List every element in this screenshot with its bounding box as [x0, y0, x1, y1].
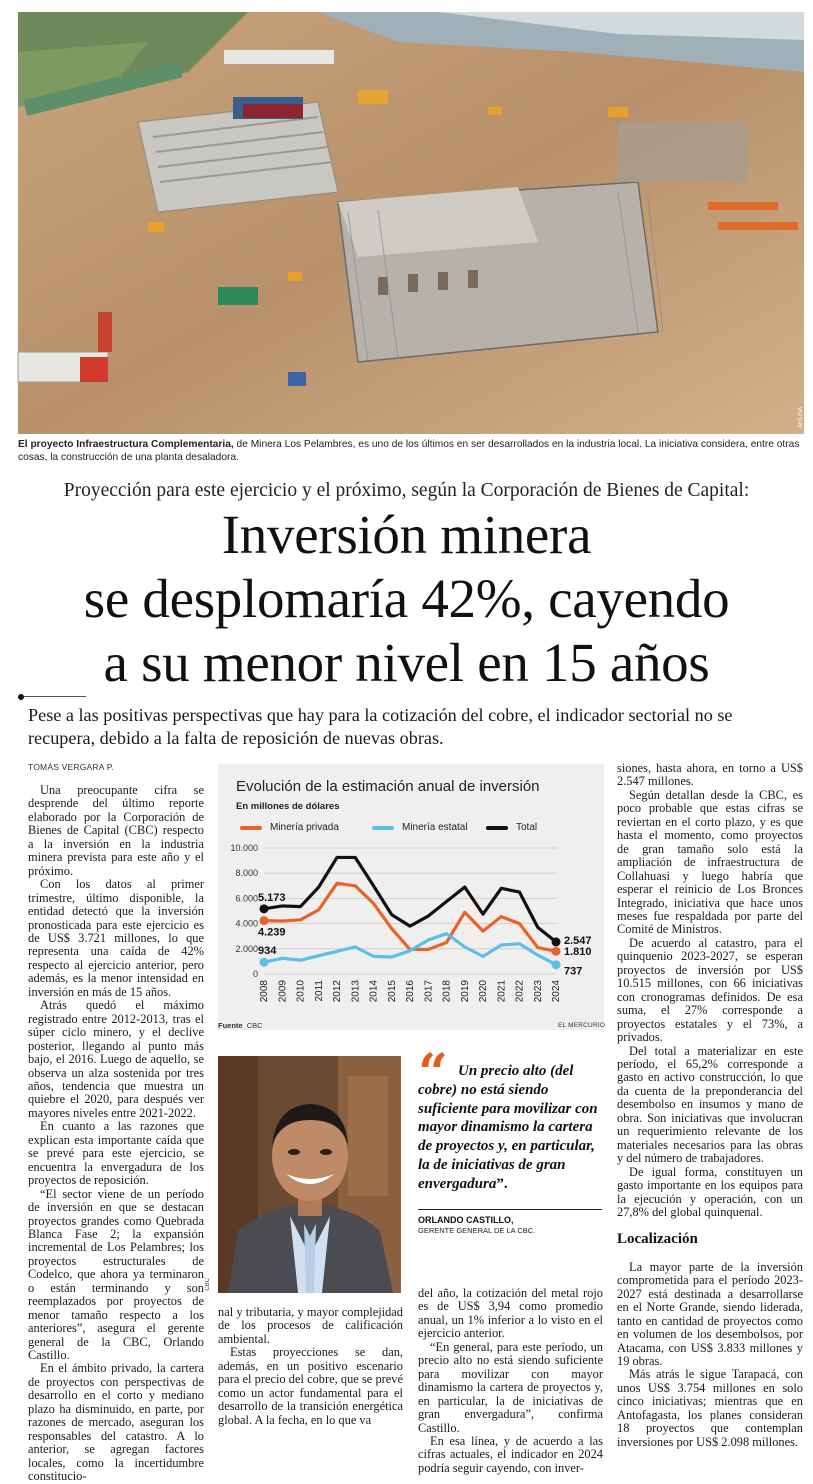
quote-italic-part-2: de proyectos y, en particular, la de iniciativas de gran envergadura	[418, 1138, 595, 1192]
paragraph: nal y tributaria, y mayor complejidad de los procesos de calificación ambiental.	[218, 1305, 403, 1346]
paragraph: Con los datos al primer trimestre, último disponible, la entidad detectó que la inversión pronosticada para este ejercicio es de US$ 3.721 millones, lo que representa una caída de 42% respecto al ejercicio anterior, pero además, es la menor intensidad en inversión en más de 15 años.	[28, 877, 204, 999]
y-tick-label: 4.000	[235, 918, 258, 929]
quote-author-name: ORLANDO CASTILLO,	[418, 1215, 514, 1225]
caption-text: de Minera Los Pelambres, es uno de los últimos en ser desarrollados en la industria local. La iniciativa considera, entre otras cosas, la construcción de una planta desaladora.	[18, 439, 800, 463]
headline-line-2: se desplomaría 42%, cayendo	[83, 568, 730, 629]
photo-credit: ARIJSA	[798, 406, 804, 428]
pull-quote	[418, 1062, 602, 1194]
paragraph: En cuanto a las razones que explican esta importante caída que se prevé para este ejercicio, se encuentra la envergadura de los proyectos de reposición.	[28, 1119, 204, 1188]
quote-author-role: GERENTE GENERAL DE LA CBC.	[418, 1226, 536, 1235]
data-label: 737	[564, 965, 583, 978]
data-label: 2.547	[564, 934, 592, 947]
y-tick-label: 6.000	[235, 893, 258, 904]
y-tick-label: 10.000	[230, 843, 258, 853]
x-tick-label: 2016	[405, 980, 416, 1003]
quote-italic-part: Un precio alto (del cobre) no está siendo suficiente para movilizar con mayor dinamismo la cartera	[418, 1063, 598, 1136]
portrait-photo	[218, 1056, 401, 1293]
quote-mark-icon: “	[418, 1043, 448, 1104]
x-tick-label: 2012	[332, 980, 343, 1003]
paragraph: siones, hasta ahora, en torno a US$ 2.547 millones.	[617, 761, 803, 789]
data-label: 5.173	[258, 891, 286, 904]
legend-label: Minería estatal	[402, 822, 468, 833]
paragraph: “El sector viene de un período de inversión en que se destacan proyectos grandes como Quebrada Blanca Fase 2; la expansión incremental de Los Pelambres; los proyectos estructurales de Codelco, que ahora ya terminaron o están terminando y son reemplazados por proyectos de menor tamaño respecto a los anteriores”, asegura el gerente general de la CBC, Orlando Castillo.	[28, 1186, 204, 1363]
headline	[0, 503, 813, 695]
x-tick-label: 2014	[368, 980, 380, 1003]
line-chart-plot	[218, 764, 604, 1030]
body-column-1	[28, 784, 204, 1484]
chart-source-label: Fuente	[218, 1021, 243, 1030]
x-tick-label: 2020	[478, 980, 489, 1003]
paragraph: del año, la cotización del metal rojo es de US$ 3,94 como promedio anual, un 1% inferior a lo visto en el ejercicio anterior.	[418, 1286, 603, 1341]
headline-line-3: a su menor nivel en 15 años	[103, 632, 710, 693]
person-portrait-image	[218, 1056, 401, 1293]
series-point	[260, 904, 269, 913]
construction-site-image	[18, 12, 804, 434]
paragraph: En esa línea, y de acuerdo a las cifras actuales, el indicador en 2024 podría seguir cayendo, con inver-	[418, 1433, 603, 1475]
deck-bullet	[18, 694, 24, 700]
data-label: 934	[258, 945, 277, 958]
quote-close: ”.	[496, 1175, 508, 1192]
chart-source	[218, 1021, 263, 1030]
portrait-credit: CBC	[205, 1278, 211, 1291]
body-column-3	[418, 1287, 603, 1475]
x-tick-label: 2017	[423, 980, 435, 1003]
y-tick-label: 2.000	[235, 943, 258, 954]
series-point	[260, 958, 269, 967]
investment-chart	[218, 764, 604, 1030]
series-point	[552, 937, 561, 946]
series-line-2	[264, 857, 556, 941]
chart-source-value: CBC	[246, 1021, 263, 1030]
lead-photo	[18, 12, 804, 434]
x-tick-label: 2019	[459, 980, 471, 1003]
series-point	[552, 960, 561, 969]
chart-title: Evolución de la estimación anual de inversión	[236, 778, 540, 795]
x-tick-label: 2021	[496, 980, 508, 1003]
series-line-0	[264, 883, 556, 951]
paragraph: “En general, para este período, un precio alto no está siendo suficiente para movilizar con mayor dinamismo la cartera de proyectos y, en particular, la de iniciativas de gran envergadura”, confirma Castillo.	[418, 1339, 603, 1435]
quote-rule	[418, 1209, 602, 1210]
x-tick-label: 2009	[277, 980, 289, 1003]
x-tick-label: 2015	[386, 980, 398, 1003]
chart-subtitle: En millones de dólares	[236, 801, 340, 812]
paragraph: En el ámbito privado, la cartera de proyectos con perspectivas de desarrollo en el corto y mediano plazo ha disminuido, en parte, por razones de mercado, aseguran los responsables del catastro. A lo anterior, se agregan factores locales, como la incertidumbre constitucio-	[28, 1361, 204, 1484]
series-point	[260, 916, 269, 925]
paragraph: Estas proyecciones se dan, además, en un positivo escenario para el precio del cobre, que se prevé como un actor fundamental para el desarrollo de la transición energética global. A la fecha, en lo que va	[218, 1345, 403, 1427]
paragraph: Del total a materializar en este período, el 65,2% corresponde a gasto en activo construcción, lo que da cuenta de la preponderancia del desembolso en insumos y mano de obra. Son iniciativas que involucran un requerimiento relevante de los materiales necesarios para las obras y del número de trabajadores.	[617, 1043, 803, 1166]
caption-lead: El proyecto Infraestructura Complementaria,	[18, 439, 234, 450]
legend-label: Minería privada	[270, 822, 339, 833]
x-tick-label: 2023	[532, 980, 544, 1003]
paragraph: De acuerdo al catastro, para el quinquenio 2023-2027, se esperan proyectos de inversión por US$ 10.515 millones, con 66 iniciativas con cronogramas definidos. De esa suma, el 27% corresponde a proyectos estatales y el 73%, a privados.	[617, 935, 803, 1045]
y-tick-label: 0	[252, 969, 258, 979]
kicker: Proyección para este ejercicio y el próximo, según la Corporación de Bienes de Capital:	[63, 480, 750, 501]
deck: Pese a las positivas perspectivas que hay para la cotización del cobre, el indicador sectorial no se recupera, debido a la falta de reposición de nuevas obras.	[28, 705, 733, 748]
paragraph: De igual forma, constituyen un gasto importante en los equipos para la ejecución y operación, con un 27,8% del global quinquenal.	[617, 1164, 803, 1219]
series-point	[552, 947, 561, 956]
photo-caption	[18, 438, 804, 464]
x-tick-label: 2013	[350, 980, 362, 1003]
y-tick-label: 8.000	[235, 868, 258, 879]
paragraph: Más atrás le sigue Tarapacá, con unos US$ 3.754 millones en solo cinco iniciativas; mientras que en Antofagasta, los planes consideran 18 proyectos que contemplan inversiones por US$ 2.098 millones.	[617, 1367, 803, 1449]
x-tick-label: 2024	[551, 980, 562, 1003]
body-column-2	[218, 1306, 403, 1427]
section-heading: Localización	[617, 1231, 698, 1248]
chart-publication: EL MERCURIO	[558, 1022, 606, 1029]
paragraph: Una preocupante cifra se desprende del último reporte elaborado por la Corporación de Bienes de Capital (CBC) respecto a la inversión en la industria minera prevista para este año y el próximo.	[28, 783, 204, 878]
data-label: 4.239	[258, 926, 286, 939]
x-tick-label: 2018	[441, 980, 453, 1003]
data-label: 1.810	[564, 946, 592, 959]
byline: TOMÁS VERGARA P.	[28, 762, 115, 772]
x-tick-label: 2008	[259, 980, 270, 1003]
paragraph: La mayor parte de la inversión comprometida para el período 2023-2027 está destinada a desarrollarse en el Norte Grande, siendo liderada, tanto en cantidad de proyectos como en volumen de los desembolsos, por Atacama, con US$ 3.833 millones y 19 obras.	[617, 1259, 803, 1369]
headline-line-1: Inversión minera	[221, 504, 592, 565]
x-tick-label: 2010	[295, 980, 307, 1003]
body-column-4	[617, 762, 803, 1449]
x-tick-label: 2011	[313, 980, 325, 1002]
deck-rule	[24, 696, 86, 697]
paragraph: Según detallan desde la CBC, es poco probable que estas cifras se reviertan en el corto plazo, y es que hasta el momento, como proyectos de gran tamaño solo está la ampliación de infraestructura de Collahuasi y luego habría que esperar el reinicio de Los Bronces Integrado, iniciativa que hace unos meses fue respaldada por parte del Comité de Ministros.	[617, 787, 803, 937]
legend-label: Total	[516, 822, 538, 833]
x-tick-label: 2022	[514, 980, 526, 1003]
paragraph: Atrás quedó el máximo registrado entre 2012-2013, tras el súper ciclo minero, y el declive posterior, llegando al punto más bajo, el 2016. Luego de aquello, se observa un alza sostenida por tres años, tendencia que muestra un quiebre el 2020, para después ver mayores niveles entre 2021-2022.	[28, 998, 204, 1120]
